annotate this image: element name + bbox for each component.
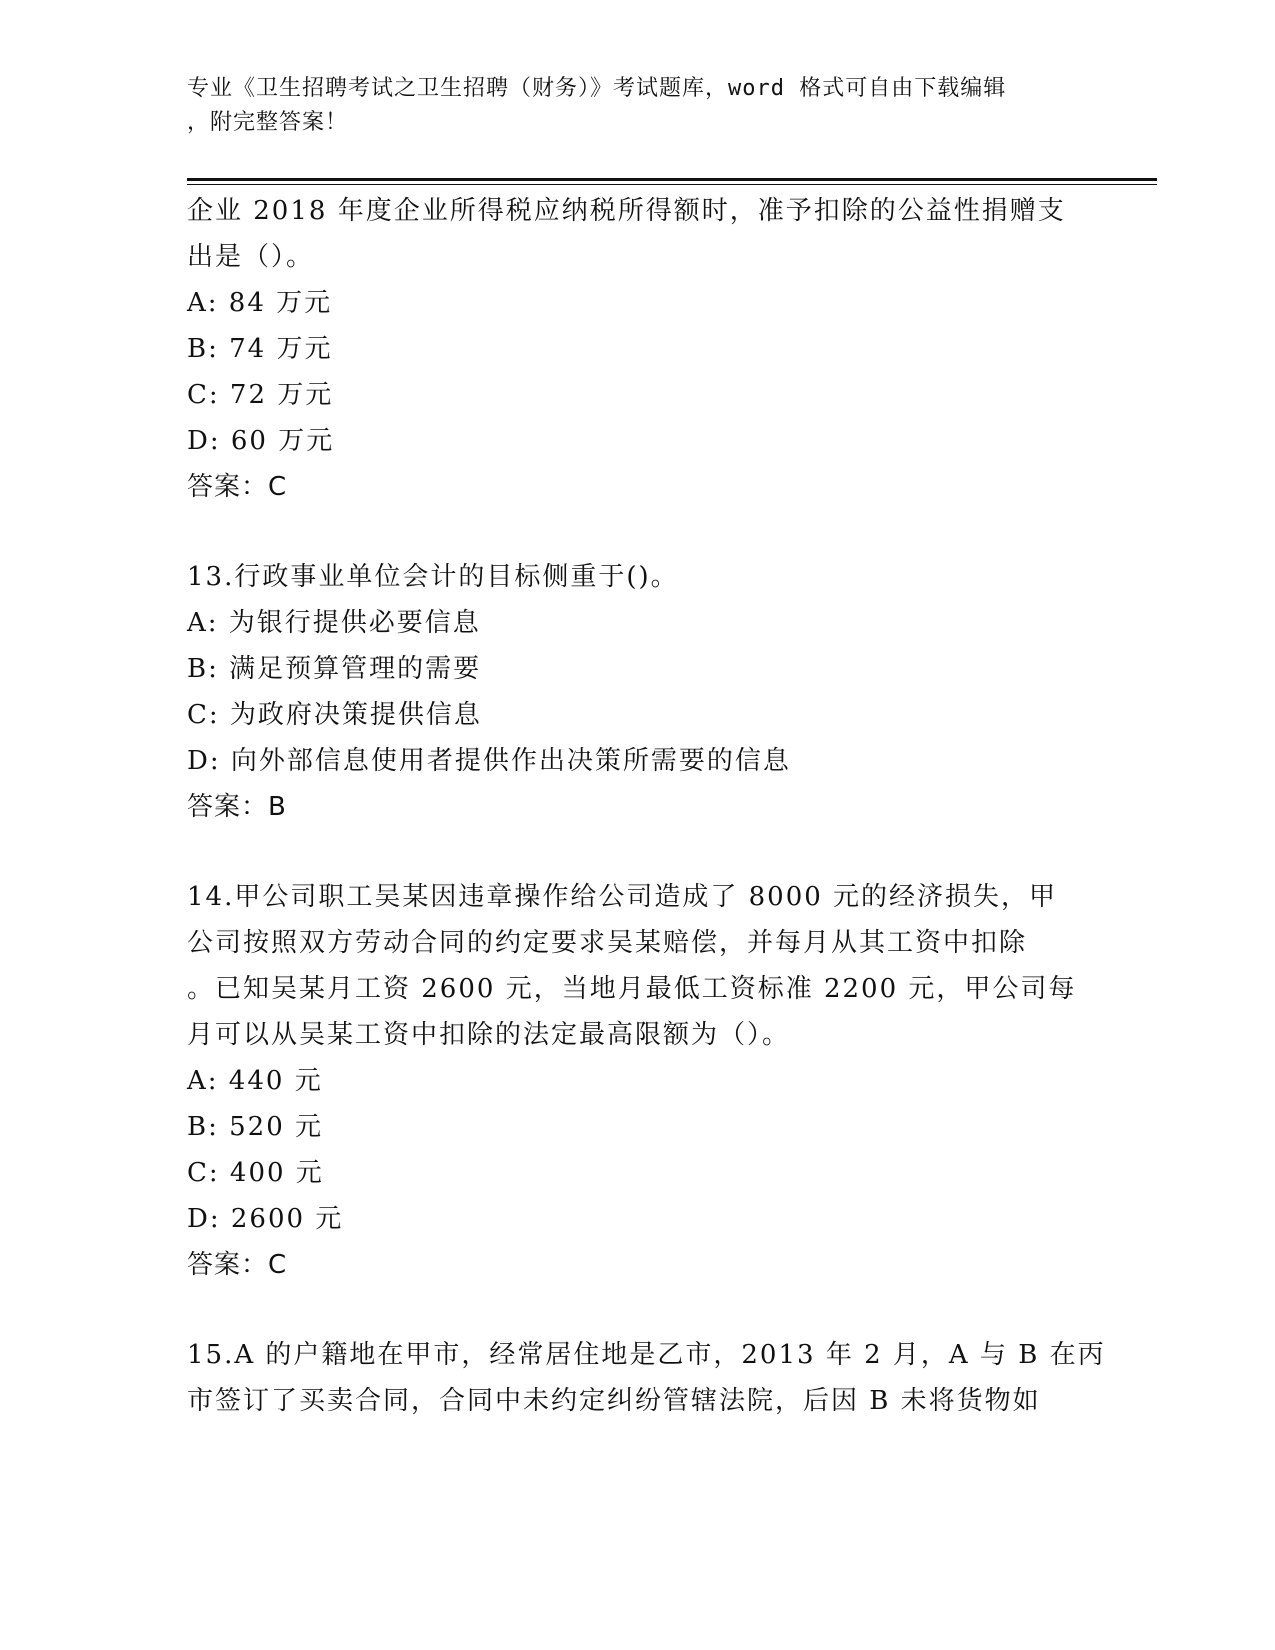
header-divider-thick: [187, 178, 1157, 181]
question-12-stem-line-1: 企业 2018 年度企业所得税应纳税所得额时，准予扣除的公益性捐赠支: [187, 196, 1066, 226]
header-line-2: ，附完整答案！: [187, 110, 349, 135]
document-header-note: [187, 72, 1087, 140]
header-line-1: 专业《卫生招聘考试之卫生招聘（财务）》考试题库，word 格式可自由下载编辑: [187, 76, 1007, 101]
header-divider-thin: [187, 184, 1157, 185]
question-14-option-c: C: 400 元: [187, 1158, 324, 1188]
question-14-stem-line-3: 。已知吴某月工资 2600 元，当地月最低工资标准 2200 元，甲公司每: [187, 974, 1077, 1004]
question-12-option-d: D: 60 万元: [187, 426, 335, 456]
question-13-option-c: C: 为政府决策提供信息: [187, 700, 482, 730]
question-14: [187, 874, 1087, 1288]
question-spacer: [187, 510, 1087, 554]
question-13-option-b: B: 满足预算管理的需要: [187, 654, 482, 684]
question-list: [187, 188, 1106, 1424]
question-12-answer: 答案：C: [187, 472, 288, 502]
question-12-option-b: B: 74 万元: [187, 334, 333, 364]
question-12-option-c: C: 72 万元: [187, 380, 334, 410]
question-14-option-d: D: 2600 元: [187, 1204, 344, 1234]
question-14-stem-line-4: 月可以从吴某工资中扣除的法定最高限额为（）。: [187, 1020, 791, 1050]
question-12-option-a: A: 84 万元: [187, 288, 333, 318]
question-14-option-b: B: 520 元: [187, 1112, 324, 1142]
question-15-stem-line-1: 15.A 的户籍地在甲市，经常居住地是乙市，2013 年 2 月，A 与 B 在丙: [187, 1340, 1106, 1370]
question-13-option-d: D: 向外部信息使用者提供作出决策所需要的信息: [187, 746, 791, 776]
question-13-option-a: A: 为银行提供必要信息: [187, 608, 481, 638]
question-15: [187, 1332, 1106, 1424]
question-13-answer: 答案：B: [187, 792, 287, 822]
question-spacer: [187, 830, 1087, 874]
question-12-stem-line-2: 出是（）。: [187, 242, 315, 272]
question-14-stem-line-1: 14.甲公司职工吴某因违章操作给公司造成了 8000 元的经济损失，甲: [187, 882, 1058, 912]
question-14-option-a: A: 440 元: [187, 1066, 323, 1096]
question-15-stem-line-2: 市签订了买卖合同，合同中未约定纠纷管辖法院，后因 B 未将货物如: [187, 1386, 1041, 1416]
question-14-stem-line-2: 公司按照双方劳动合同的约定要求吴某赔偿，并每月从其工资中扣除: [187, 928, 1028, 958]
question-13-stem: 13.行政事业单位会计的目标侧重于()。: [187, 562, 679, 592]
question-12: [187, 188, 1087, 510]
question-spacer: [187, 1288, 1087, 1332]
question-13: [187, 554, 1087, 830]
question-14-answer: 答案：C: [187, 1250, 288, 1280]
